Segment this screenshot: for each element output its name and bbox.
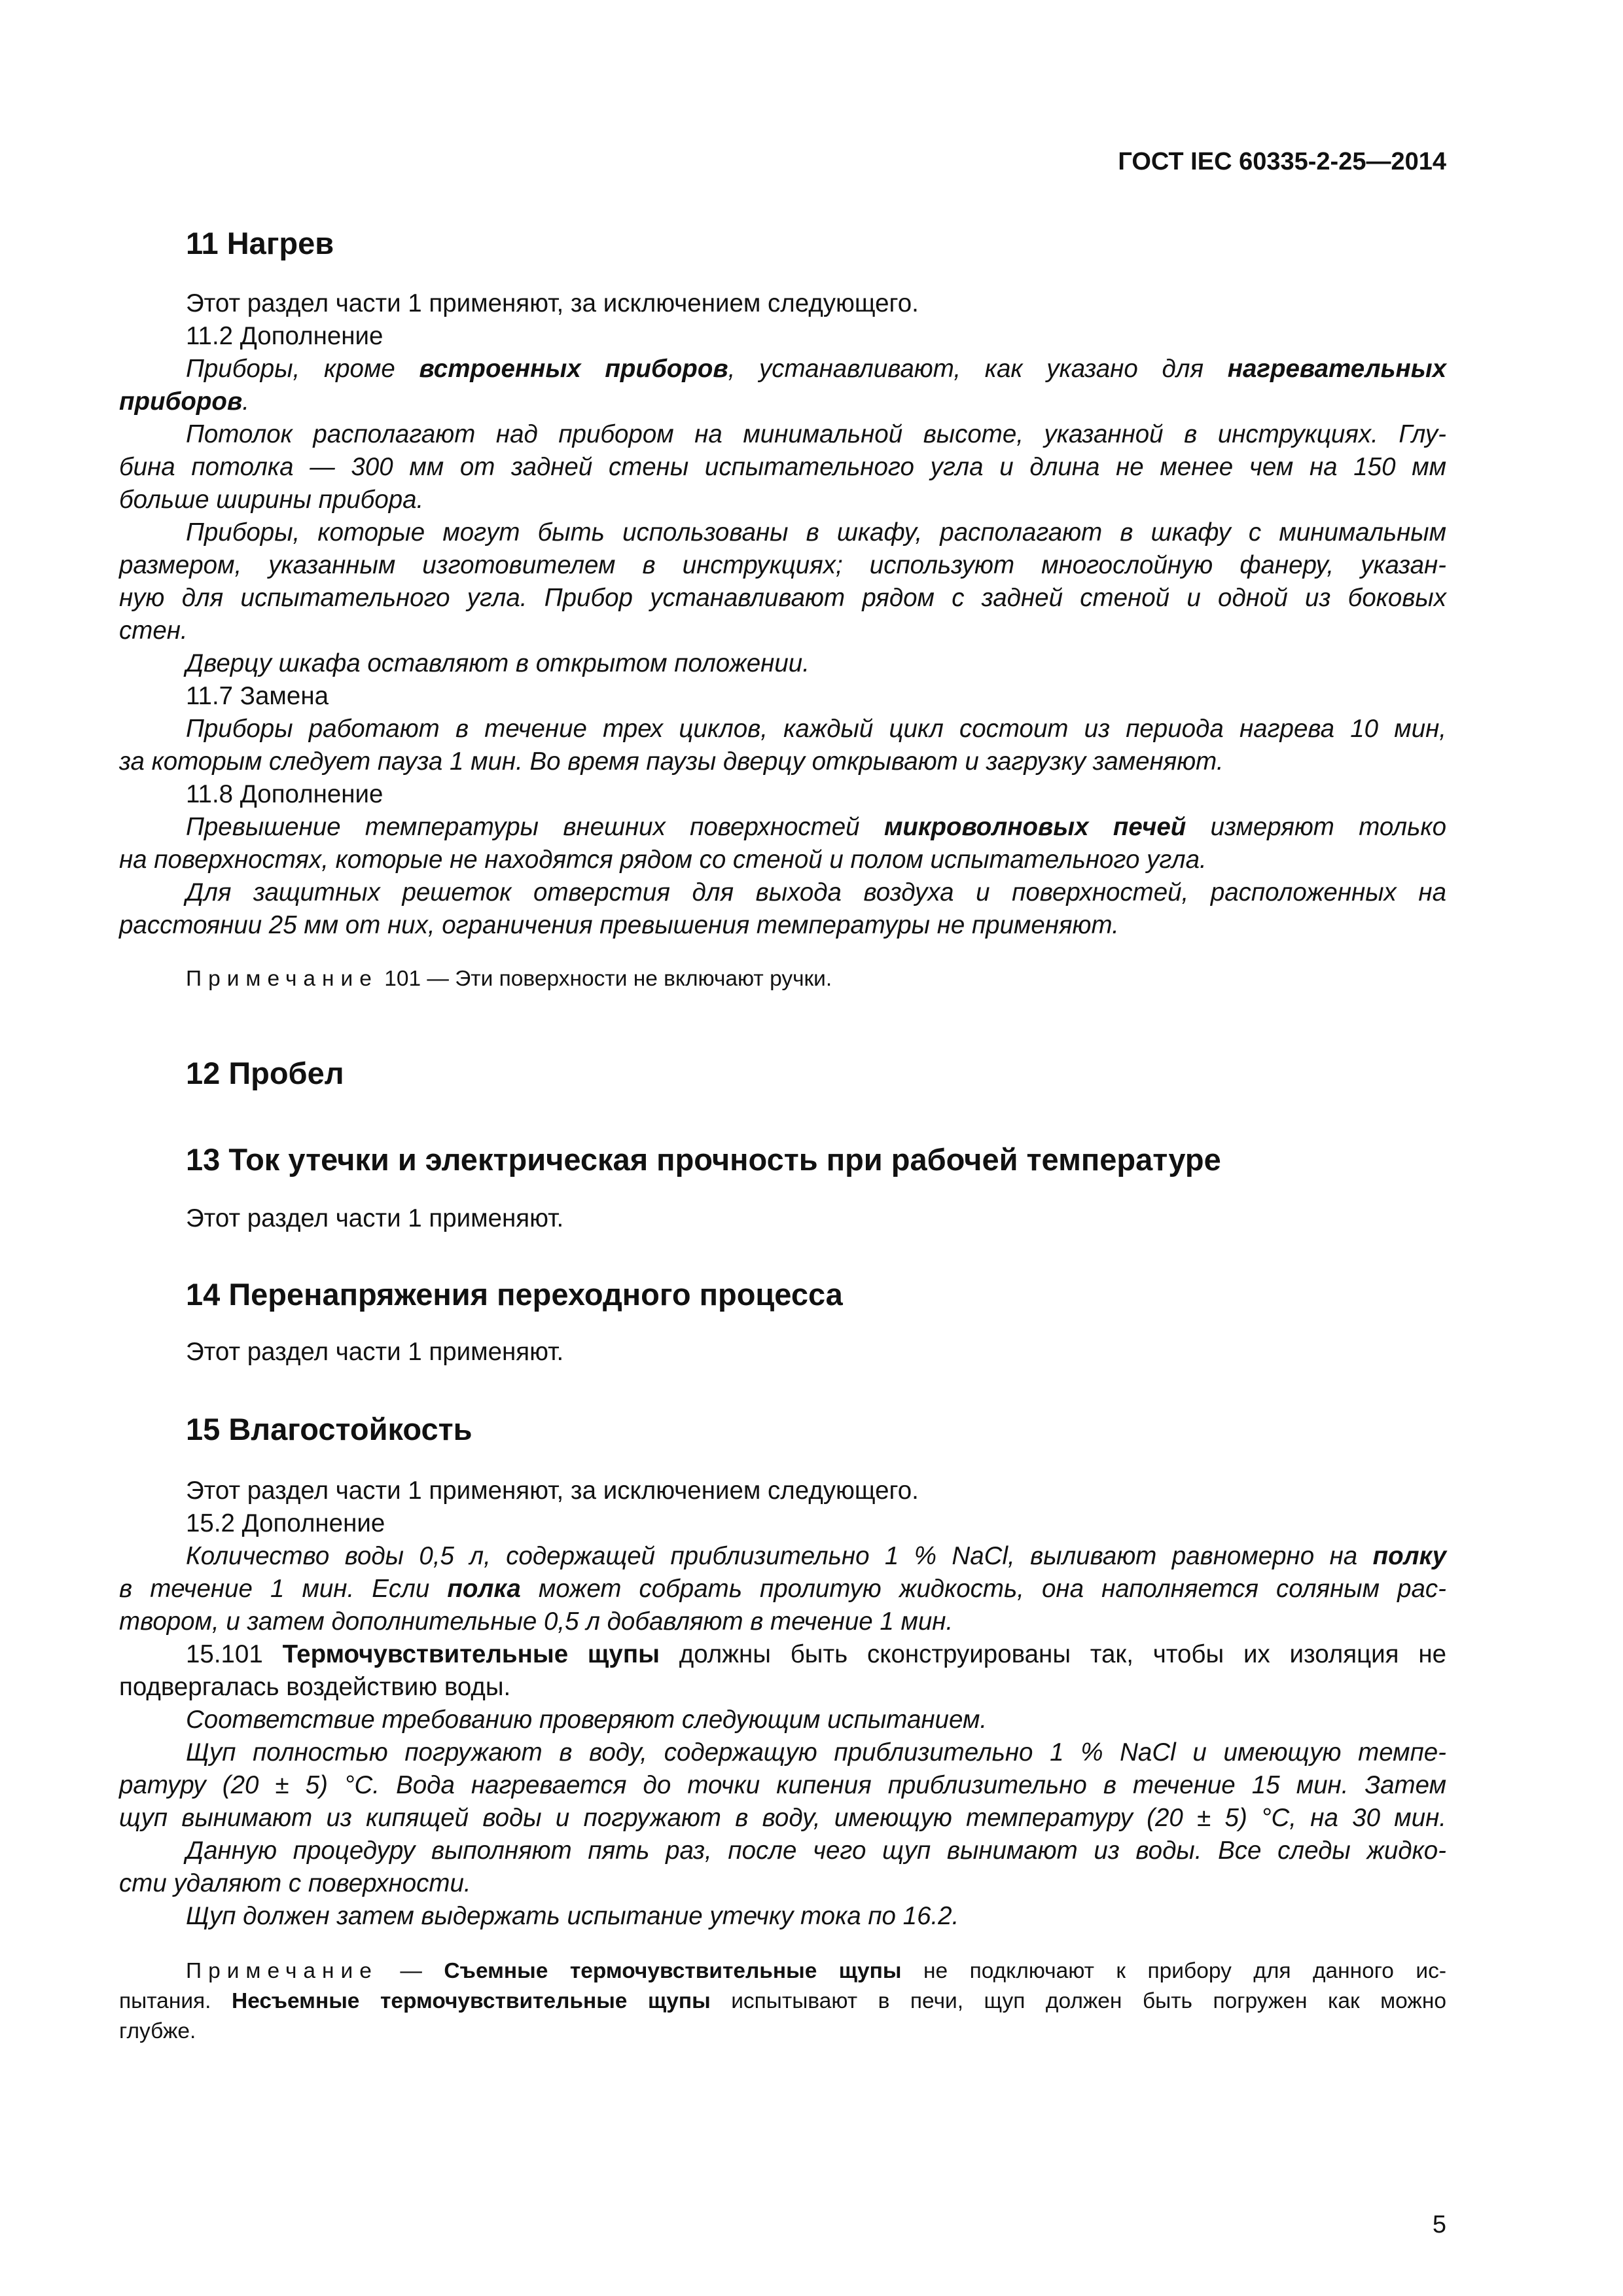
paragraph-line: бина потолка — 300 мм от задней стены испытательного угла и длина не менее чем на 150 мм [119,453,1446,481]
clause-11-7: 11.7 Замена [186,682,329,710]
note-101: Примечание 101 — Эти поверхности не включают ручки. [186,967,832,991]
paragraph-line: стен. [119,617,188,645]
section-15-intro: Этот раздел части 1 применяют, за исключением следующего. [186,1477,919,1505]
paragraph-line: ную для испытательного угла. Прибор устанавливают рядом с задней стеной и одной из боковых [119,584,1446,612]
paragraph-line: твором, и затем дополнительные 0,5 л добавляют в течение 1 мин. [119,1607,954,1636]
note-15-line: глубже. [119,2019,196,2043]
paragraph-line: Количество воды 0,5 л, содержащей приблизительно 1 % NaCl, выливают равномерно на полку [186,1542,1446,1570]
paragraph-line: Потолок располагают над прибором на минимальной высоте, указанной в инструкциях. Глу- [186,420,1446,448]
clause-11-2: 11.2 Дополнение [186,322,383,350]
paragraph-line: Приборы, кроме встроенных приборов, устанавливают, как указано для нагревательных [186,355,1446,383]
document-header: ГОСТ IEC 60335-2-25—2014 [1118,148,1446,175]
paragraph-line: на поверхностях, которые не находятся рядом со стеной и полом испытательного угла. [119,846,1207,874]
section-15-title: 15 Влагостойкость [186,1412,473,1446]
page-number: 5 [1432,2211,1446,2238]
paragraph-line: размером, указанным изготовителем в инструкциях; используют многослойную фанеру, указан- [119,551,1446,579]
section-12-title: 12 Пробел [186,1056,344,1090]
paragraph-line: ратуру (20 ± 5) °С. Вода нагревается до точки кипения приблизительно в течение 15 мин. Затем [119,1771,1446,1799]
paragraph-line: приборов. [119,387,249,416]
paragraph-line: расстоянии 25 мм от них, ограничения превышения температуры не применяют. [119,911,1119,939]
paragraph-line: Превышение температуры внешних поверхностей микроволновых печей измеряют только [186,813,1446,841]
paragraph-line: Приборы работают в течение трех циклов, каждый цикл состоит из периода нагрева 10 мин, [186,715,1446,743]
paragraph-line: Соответствие требованию проверяют следующим испытанием. [186,1706,988,1734]
paragraph-line: больше ширины прибора. [119,486,424,514]
paragraph-line: Данную процедуру выполняют пять раз, после чего щуп вынимают из воды. Все следы жидко- [186,1837,1446,1865]
clause-15-101: 15.101 Термочувствительные щупы должны быть сконструированы так, чтобы их изоляция не [186,1640,1446,1668]
paragraph-line: Щуп должен затем выдержать испытание утечку тока по 16.2. [186,1902,959,1930]
paragraph-line: сти удаляют с поверхности. [119,1869,471,1897]
paragraph-line: за которым следует пауза 1 мин. Во время паузы дверцу открывают и загрузку заменяют. [119,747,1224,776]
section-13-title: 13 Ток утечки и электрическая прочность при рабочей температуре [186,1142,1221,1177]
section-13-text: Этот раздел части 1 применяют. [186,1204,564,1232]
section-14-text: Этот раздел части 1 применяют. [186,1338,564,1366]
paragraph-line: Дверцу шкафа оставляют в открытом положении. [186,649,810,677]
paragraph-line: Щуп полностью погружают в воду, содержащую приблизительно 1 % NaCl и имеющую темпе- [186,1738,1446,1767]
clause-15-2: 15.2 Дополнение [186,1509,385,1537]
clause-11-8: 11.8 Дополнение [186,780,383,808]
section-11-title: 11 Нагрев [186,226,334,260]
paragraph-line: Для защитных решеток отверстия для выхода воздуха и поверхностей, расположенных на [186,878,1446,906]
paragraph-line: подвергалась воздействию воды. [119,1673,511,1701]
section-14-title: 14 Перенапряжения переходного процесса [186,1277,843,1312]
paragraph-line: щуп вынимают из кипящей воды и погружают в воду, имеющую температуру (20 ± 5) °С, на 30 мин. [119,1804,1446,1832]
note-15: Примечание — Съемные термочувствительные щупы не подключают к прибору для данного ис- [186,1959,1446,1983]
note-15-line: пытания. Несъемные термочувствительные щупы испытывают в печи, щуп должен быть погружен как можно [119,1989,1446,2013]
section-11-intro: Этот раздел части 1 применяют, за исключением следующего. [186,289,919,317]
paragraph-line: в течение 1 мин. Если полка может собрать пролитую жидкость, она наполняется соляным рас- [119,1575,1446,1603]
paragraph-line: Приборы, которые могут быть использованы в шкафу, располагают в шкафу с минимальным [186,518,1446,547]
